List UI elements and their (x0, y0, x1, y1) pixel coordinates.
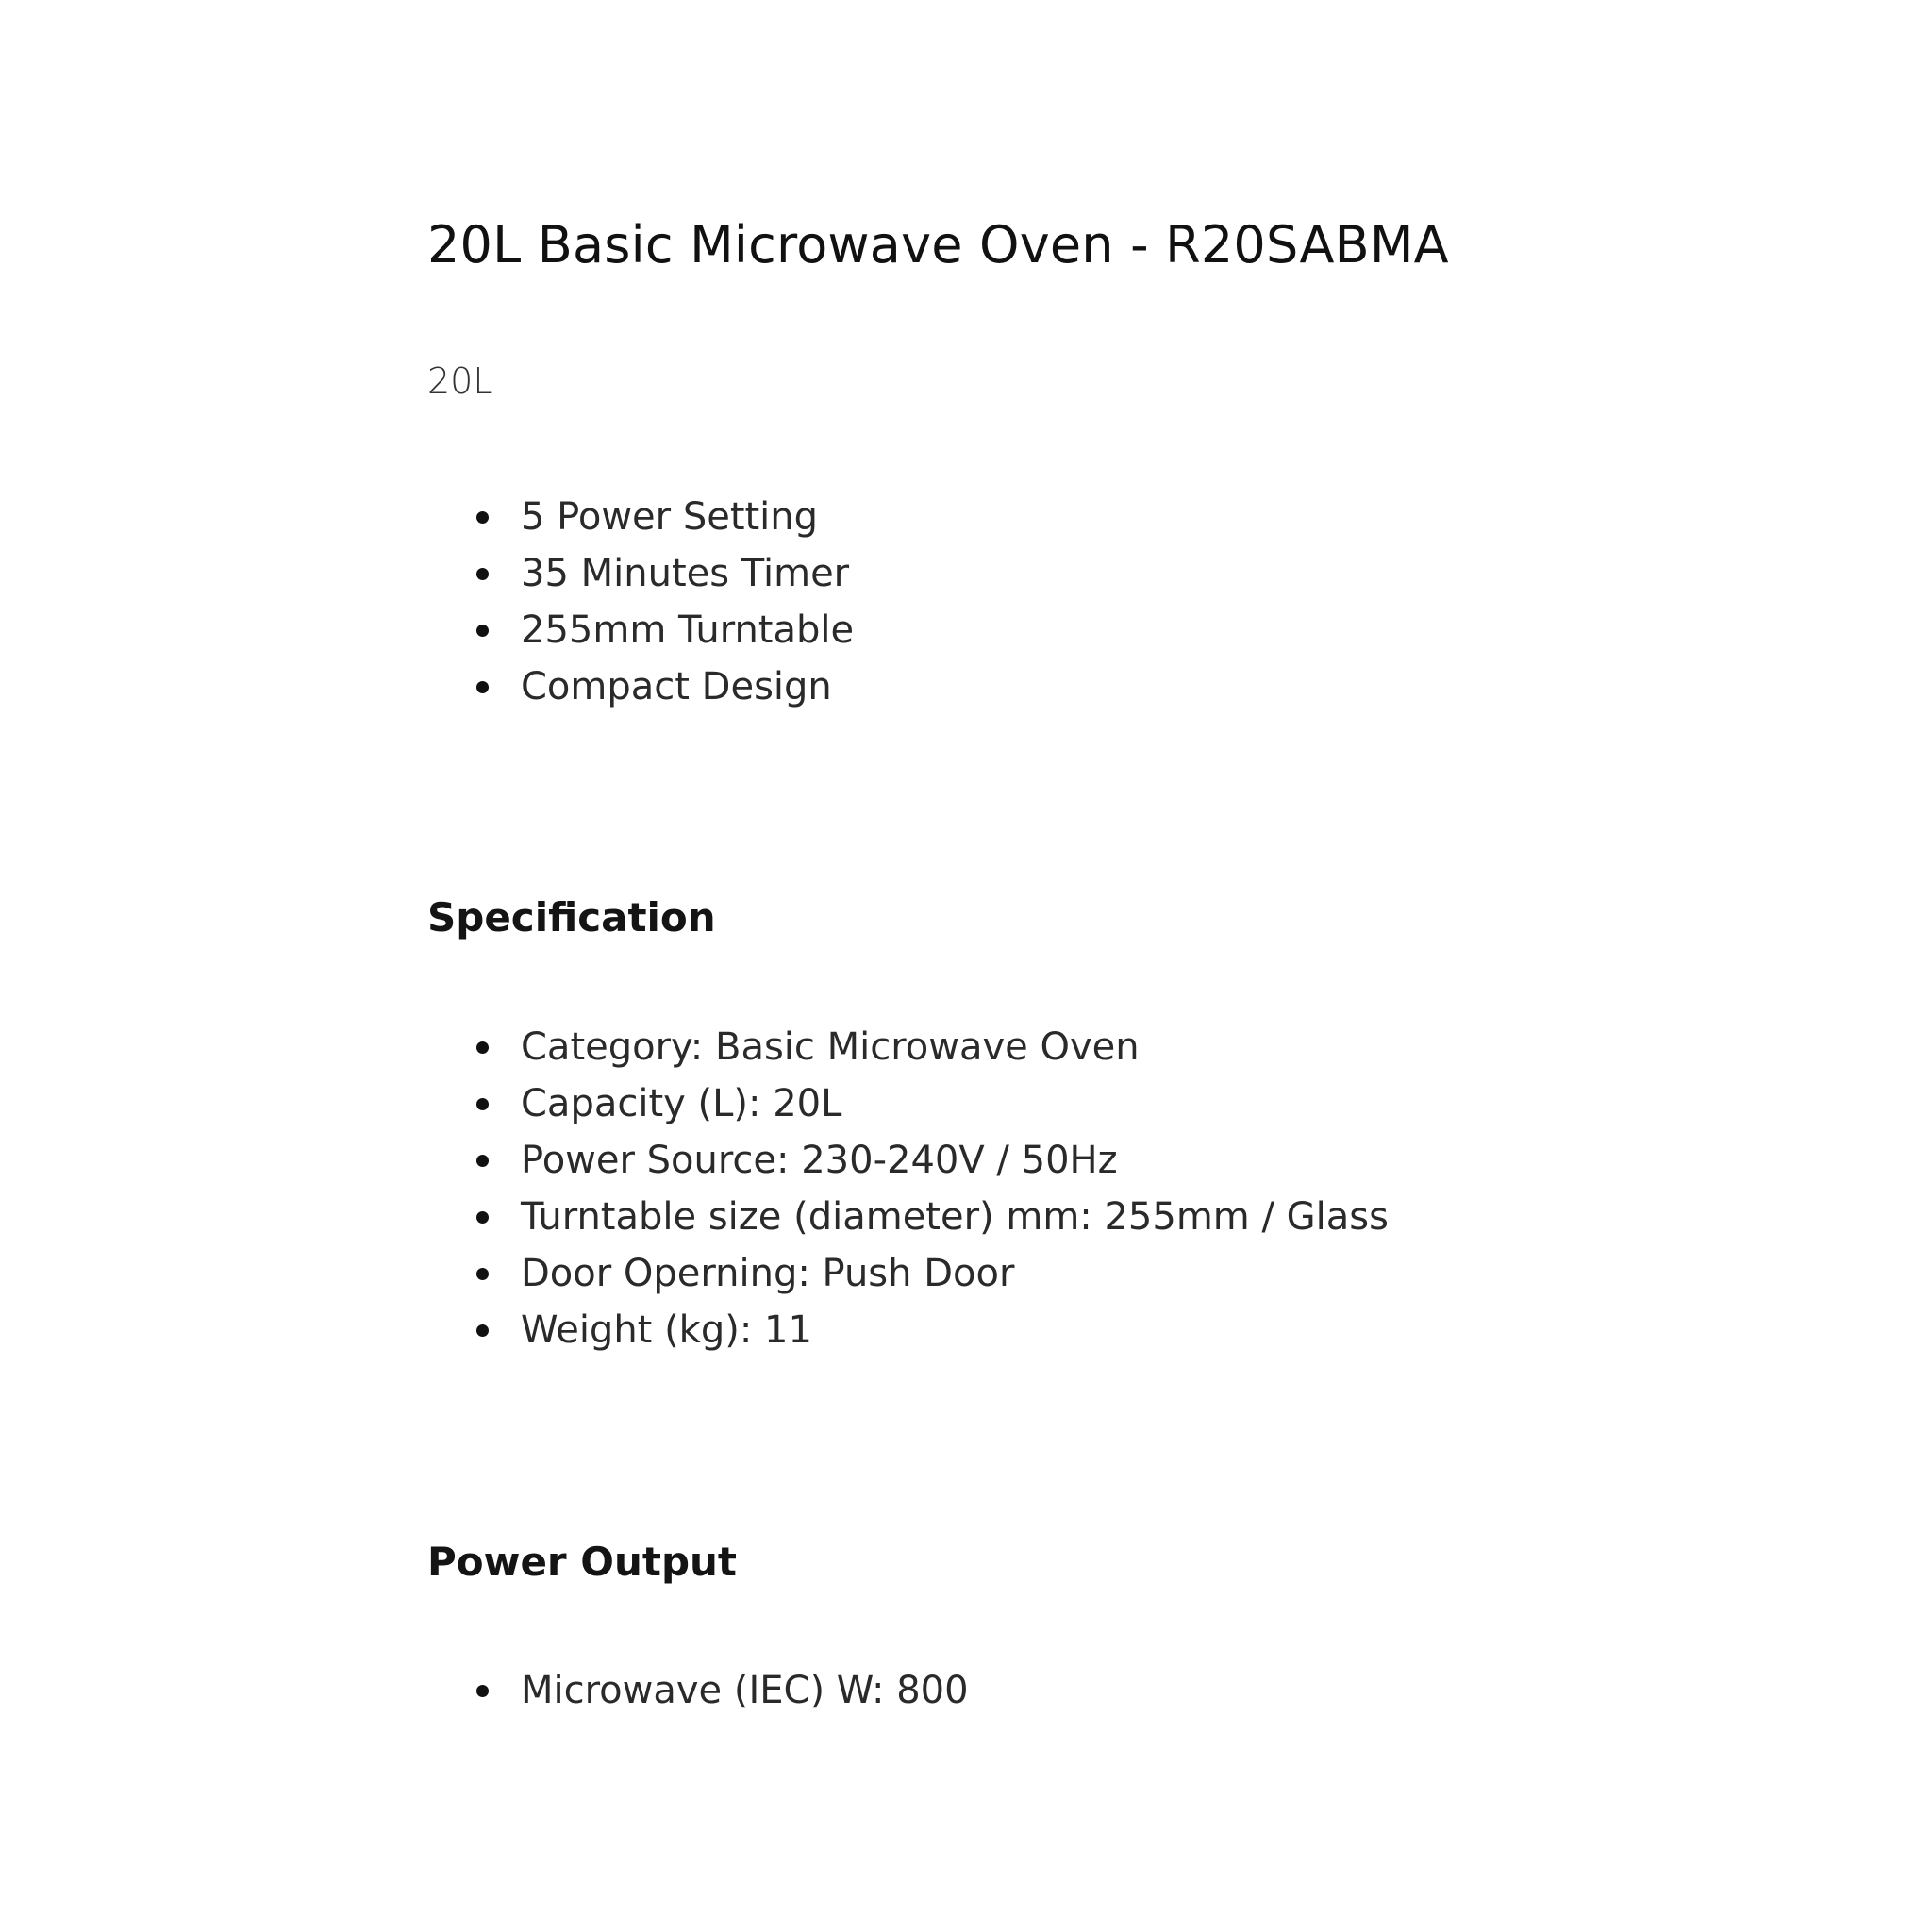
spec-text: Weight (kg): 11 (521, 1308, 812, 1352)
feature-text: 255mm Turntable (521, 608, 855, 652)
spec-item (427, 1245, 1389, 1302)
spec-text: Capacity (L): 20L (521, 1082, 842, 1125)
bullet-icon (476, 1685, 489, 1697)
spec-item (427, 1132, 1389, 1189)
feature-item (427, 489, 854, 545)
spec-item (427, 1302, 1389, 1358)
bullet-icon (476, 568, 489, 580)
spec-text: Category: Basic Microwave Oven (521, 1025, 1140, 1069)
bullet-icon (476, 1211, 489, 1224)
power-item (427, 1662, 969, 1719)
bullet-icon (476, 1098, 489, 1110)
capacity-subtitle: 20L (427, 360, 493, 402)
power-text: Microwave (IEC) W: 800 (521, 1669, 969, 1712)
feature-item (427, 658, 854, 715)
spec-text: Door Operning: Push Door (521, 1252, 1015, 1295)
feature-item (427, 545, 854, 602)
spec-item (427, 1189, 1389, 1245)
spec-text: Power Source: 230-240V / 50Hz (521, 1139, 1118, 1182)
feature-text: Compact Design (521, 665, 832, 708)
feature-text: 35 Minutes Timer (521, 552, 850, 595)
bullet-icon (476, 625, 489, 637)
spec-item (427, 1075, 1389, 1132)
specification-list (427, 1019, 1389, 1358)
spec-text: Turntable size (diameter) mm: 255mm / Glass (521, 1195, 1389, 1239)
spec-item (427, 1019, 1389, 1075)
feature-text: 5 Power Setting (521, 495, 819, 539)
bullet-icon (476, 1324, 489, 1337)
power-output-list (427, 1662, 969, 1719)
feature-item (427, 602, 854, 658)
power-output-heading: Power Output (427, 1539, 737, 1585)
bullet-icon (476, 1155, 489, 1167)
page-title: 20L Basic Microwave Oven - R20SABMA (427, 215, 1449, 275)
features-list (427, 489, 854, 715)
bullet-icon (476, 1268, 489, 1280)
bullet-icon (476, 1041, 489, 1054)
bullet-icon (476, 681, 489, 693)
specification-heading: Specification (427, 894, 716, 941)
bullet-icon (476, 511, 489, 524)
